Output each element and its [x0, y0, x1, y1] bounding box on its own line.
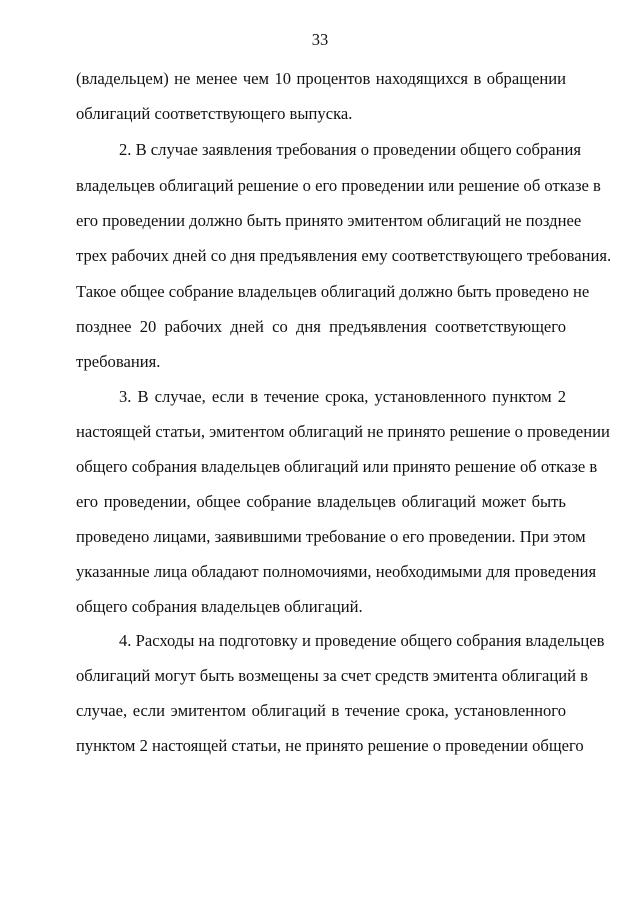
text-line: облигаций соответствующего выпуска.	[76, 104, 353, 123]
paragraph-start-line: 3. В случае, если в течение срока, установленного пунктом 2	[119, 387, 566, 406]
text-line: общего собрания владельцев облигаций.	[76, 597, 363, 616]
text-line: случае, если эмитентом облигаций в течение срока, установленного	[76, 701, 566, 720]
text-line: его проведении, общее собрание владельцев облигаций может быть	[76, 492, 566, 511]
text-line: проведено лицами, заявившими требование о его проведении. При этом	[76, 527, 586, 546]
text-line: облигаций могут быть возмещены за счет средств эмитента облигаций в	[76, 666, 588, 685]
text-line: общего собрания владельцев облигаций или принято решение об отказе в	[76, 457, 598, 476]
text-line: Такое общее собрание владельцев облигаций должно быть проведено не	[76, 282, 590, 301]
text-line: требования.	[76, 352, 161, 371]
paragraph-start-line: 2. В случае заявления требования о проведении общего собрания	[119, 140, 581, 159]
text-line: трех рабочих дней со дня предъявления ему соответствующего требования.	[76, 246, 612, 265]
text-line: позднее 20 рабочих дней со дня предъявления соответствующего	[76, 317, 566, 336]
text-line: настоящей статьи, эмитентом облигаций не принято решение о проведении	[76, 422, 610, 441]
text-line: пунктом 2 настоящей статьи, не принято решение о проведении общего	[76, 736, 584, 755]
text-line: указанные лица обладают полномочиями, необходимыми для проведения	[76, 562, 597, 581]
paragraph-start-line: 4. Расходы на подготовку и проведение общего собрания владельцев	[119, 631, 605, 650]
text-line: владельцев облигаций решение о его проведении или решение об отказе в	[76, 176, 601, 195]
text-line: (владельцем) не менее чем 10 процентов находящихся в обращении	[76, 69, 566, 88]
text-line: его проведении должно быть принято эмитентом облигаций не позднее	[76, 211, 582, 230]
page-number: 33	[311, 30, 329, 49]
